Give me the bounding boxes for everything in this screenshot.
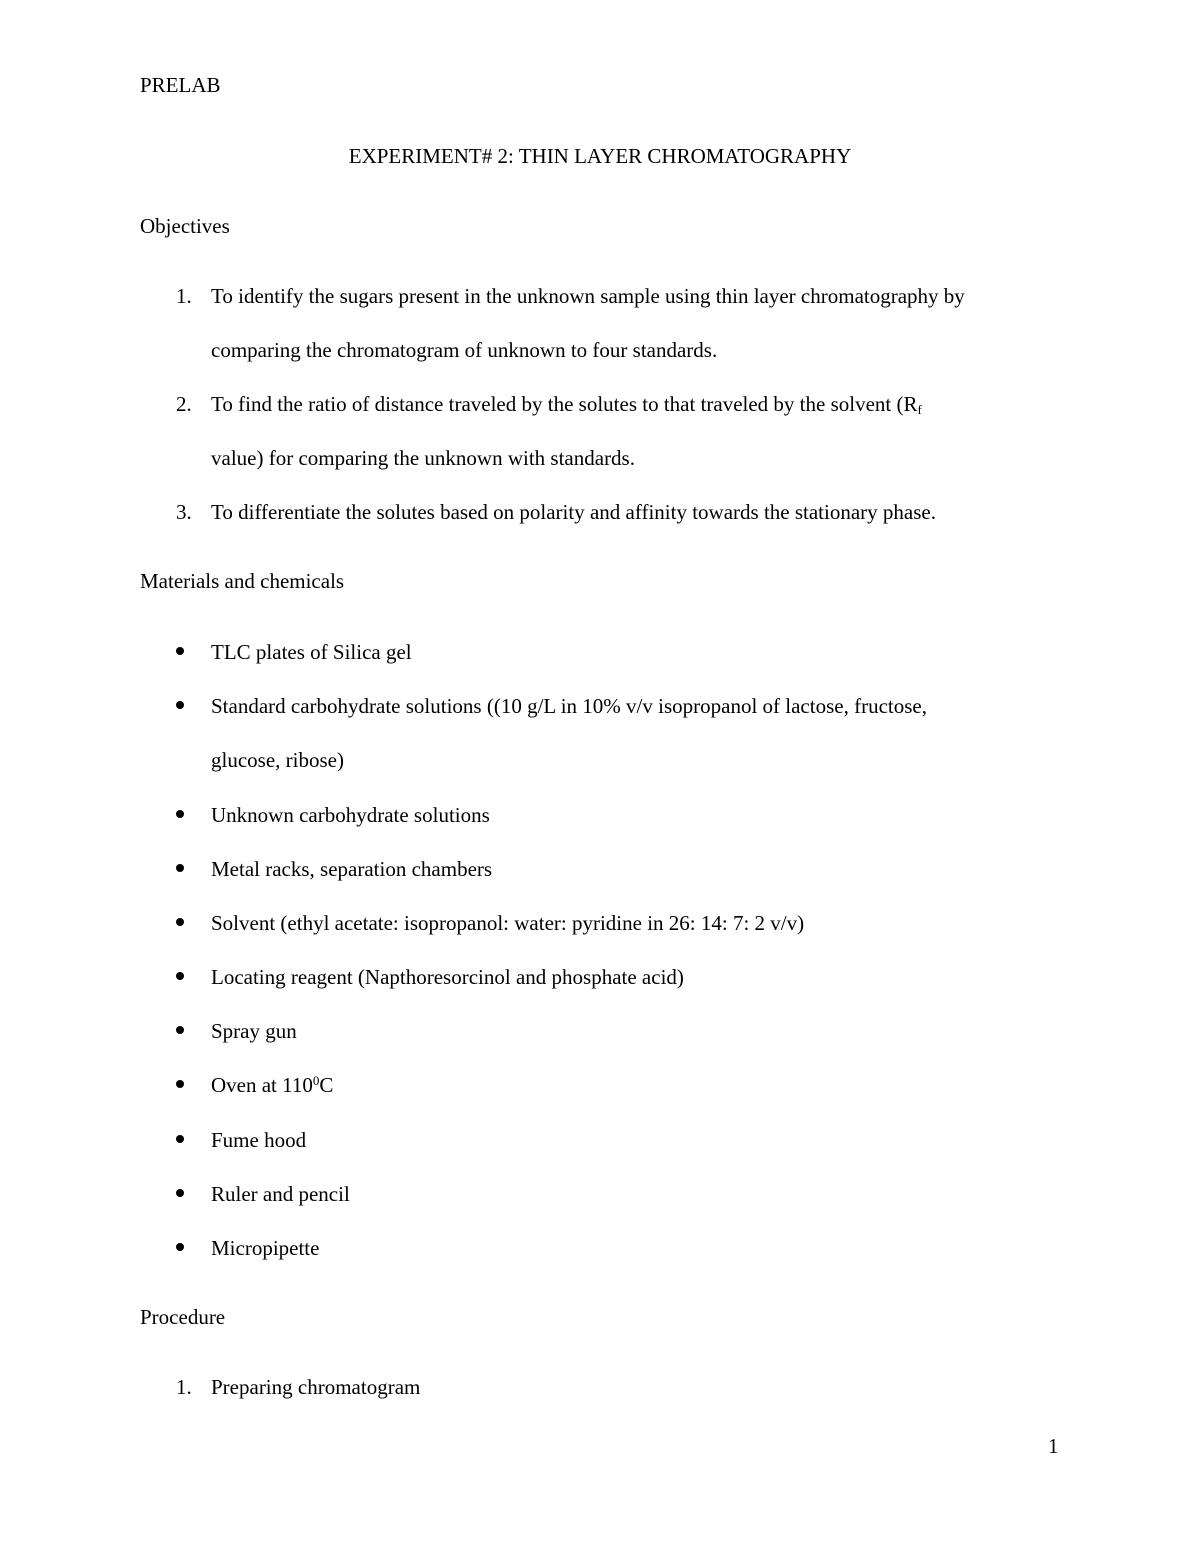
document-title: EXPERIMENT# 2: THIN LAYER CHROMATOGRAPHY bbox=[348, 144, 852, 168]
objective-text: To identify the sugars present in the unknown sample using thin layer chromatography by bbox=[211, 284, 965, 308]
material-item: Standard carbohydrate solutions ((10 g/L in 10% v/v isopropanol of lactose, fructose, bbox=[211, 694, 927, 718]
material-item: Fume hood bbox=[211, 1128, 307, 1152]
bullet-icon bbox=[176, 1135, 184, 1143]
material-item: Locating reagent (Napthoresorcinol and phosphate acid) bbox=[211, 965, 684, 989]
objective-number: 3. bbox=[176, 500, 192, 524]
material-item: Spray gun bbox=[211, 1019, 297, 1043]
bullet-icon bbox=[176, 701, 184, 709]
oven-text: Oven at 110 bbox=[211, 1073, 313, 1097]
bullet-icon bbox=[176, 647, 184, 655]
procedure-step: Preparing chromatogram bbox=[211, 1375, 421, 1399]
page-header: PRELAB bbox=[140, 73, 221, 97]
bullet-icon bbox=[176, 918, 184, 926]
material-item: Solvent (ethyl acetate: isopropanol: water: pyridine in 26: 14: 7: 2 v/v) bbox=[211, 911, 805, 935]
material-item-continued: glucose, ribose) bbox=[211, 748, 344, 772]
degree-superscript: 0 bbox=[312, 1073, 320, 1088]
material-item: TLC plates of Silica gel bbox=[211, 640, 412, 664]
objective-number: 2. bbox=[176, 392, 192, 416]
rf-subscript: f bbox=[917, 402, 922, 417]
procedure-number: 1. bbox=[176, 1375, 192, 1399]
objective-number: 1. bbox=[176, 284, 192, 308]
material-item bbox=[211, 1073, 333, 1097]
bullet-icon bbox=[176, 1026, 184, 1034]
bullet-icon bbox=[176, 1243, 184, 1251]
objective-text-continued: value) for comparing the unknown with standards. bbox=[211, 446, 635, 470]
bullet-icon bbox=[176, 1080, 184, 1088]
bullet-icon bbox=[176, 1189, 184, 1197]
page-number: 1 bbox=[1048, 1434, 1059, 1458]
bullet-icon bbox=[176, 810, 184, 818]
objective-text: To differentiate the solutes based on polarity and affinity towards the stationary phase. bbox=[211, 500, 936, 524]
materials-heading: Materials and chemicals bbox=[140, 569, 345, 593]
material-item: Unknown carbohydrate solutions bbox=[211, 803, 490, 827]
objective-text-main: To find the ratio of distance traveled by the solutes to that traveled by the solvent (R bbox=[211, 392, 918, 416]
oven-unit: C bbox=[319, 1073, 334, 1097]
material-item: Metal racks, separation chambers bbox=[211, 857, 493, 881]
objectives-heading: Objectives bbox=[140, 214, 230, 238]
material-item: Ruler and pencil bbox=[211, 1182, 350, 1206]
objective-text bbox=[211, 392, 922, 416]
bullet-icon bbox=[176, 972, 184, 980]
bullet-icon bbox=[176, 864, 184, 872]
procedure-heading: Procedure bbox=[140, 1305, 226, 1329]
objective-text-continued: comparing the chromatogram of unknown to four standards. bbox=[211, 338, 718, 362]
material-item: Micropipette bbox=[211, 1236, 320, 1260]
